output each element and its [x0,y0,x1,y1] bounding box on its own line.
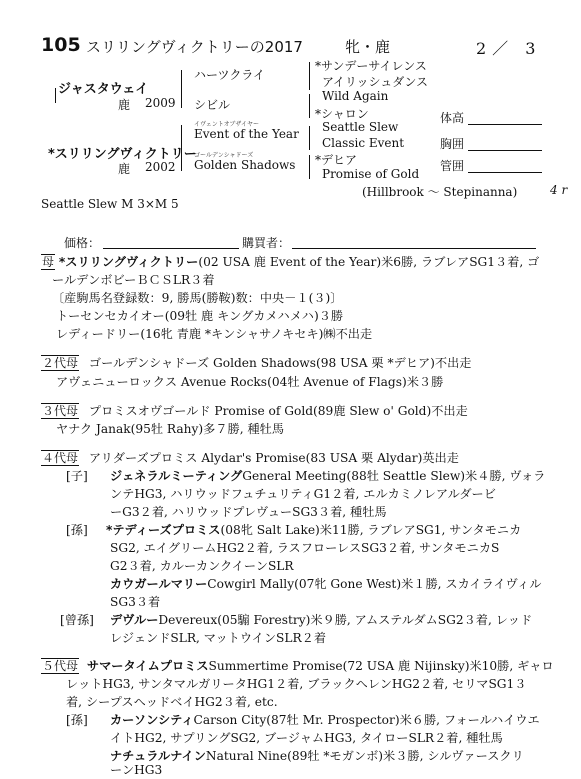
lot-number: 105 [41,34,81,56]
gen5-grand1-name: カーソンシティ [110,713,194,727]
cannon-label: 管囲 [440,159,465,173]
buyer-field[interactable] [292,248,536,249]
gen4-child-name: ジェネラルミーティング [110,469,243,483]
chest-label: 胸囲 [440,137,465,151]
sire-sire-dam: アイリッシュダンス [322,75,428,89]
gen4-great-name: デヴルー [110,613,159,627]
gen3-label: ３代母 [42,404,79,418]
gen4-great-line1: Devereux(05騸 Forestry)米９勝, アムステルダムSG2３着, レッド [158,613,533,627]
gen2-line2: アヴェニューロックス Avenue Rocks(04牡 Avenue of Flags)米３勝 [56,375,444,389]
gen5-grand2-line1: Natural Nine(89牡 *モガンボ)米３勝, シルヴァースクリ [205,749,524,763]
dam-color: 鹿 [118,162,131,176]
dam-sire-dam: Classic Event [322,136,405,150]
gen4-great-line2: レジェンドSLR, マットウインSLR２着 [110,631,327,645]
gen5-grand2-line2: ーンHG3 [110,763,163,777]
gen4-grand1-line1: (08牝 Salt Lake)米11勝, ラブレアSG1, サンタモニカ [220,523,522,537]
height-field[interactable] [468,124,542,125]
sire-color: 鹿 [118,98,131,112]
gen4-grand2-line1: Cowgirl Mally(07牝 Gone West)米１勝, スカイライヴィル [207,577,542,591]
gen5-grand1-line1: Carson City(87牡 Mr. Prospector)米６勝, フォールハイウエ [193,713,540,727]
dam-produce-2: レディードリー(16牝 青鹿 *キンシャサノキセキ)㈱不出走 [56,327,373,341]
dam-sire-ruby: イヴェントオブザイヤー [194,121,259,128]
gen4-grand2-name: カウガールマリー [110,577,208,591]
gen5-name: サマータイムプロミス [86,659,209,673]
sire-name: ジャスタウェイ [58,82,149,97]
dam-label: 母 [42,255,55,269]
buyer-label: 購買者： [242,236,291,250]
gen4-child-line1: General Meeting(88牡 Seattle Slew)米４勝, ヴォラ [242,469,546,483]
gen4-great-tag: [曾孫] [60,613,94,627]
dam-name: *スリリングヴィクトリー [48,147,197,162]
price-label: 価格： [64,236,101,250]
gen3-line1: プロミスオヴゴールド Promise of Gold(89鹿 Slew o' Gold)不出走 [88,404,468,418]
sire-year: 2009 [145,96,176,110]
gen5-grand-tag: [孫] [66,713,88,727]
gen4-child-line2: ンテHG3, ハリウッドフュチュリティG1２着, エルカミノレアルダービ [110,487,496,501]
sex-color: 牝・鹿 [345,38,391,56]
dam-produce-summary: 〔産駒馬名登録数：9, 勝馬(勝鞍)数：中央－１(３)〕 [52,291,343,305]
gen4-child-tag: [子] [66,469,88,483]
horse-name: スリリングヴィクトリーの2017 [86,38,303,56]
gen5-grand1-line2: イトHG2, サプリングSG2, ブージャムHG3, タイローSLR２着, 種牡馬 [110,731,503,745]
dam-dam-ruby: ゴールデンシャドーズ [194,152,254,159]
family-line: (Hillbrook ～ Stepinanna) [362,185,518,199]
sire-dam-dam: *シャロン [315,107,369,121]
gen3-line2: ヤナク Janak(95牡 Rahy)多７勝, 種牡馬 [56,422,285,436]
sire-sire-sire: *サンデーサイレンス [315,59,427,73]
gen4-grand2-line2: SG3３着 [110,595,161,609]
inbreeding: Seattle Slew M 3×M 5 [41,197,179,211]
gen2-line1: ゴールデンシャドーズ Golden Shadows(98 USA 栗 *デヒア)不出走 [88,356,472,370]
page-number: 2／ 3 [476,39,542,58]
chest-field[interactable] [468,150,542,151]
dam-sire-sire: Seattle Slew [322,120,399,134]
price-field[interactable] [103,248,239,249]
dam-record-name: *スリリングヴィクトリー [58,255,199,269]
dam-dam-dam: Promise of Gold [322,167,420,181]
gen5-line2: レットHG3, サンタマルガリータHG1２着, ブラックヘレンHG2２着, セリマSG1３ [66,677,527,691]
dam-record-cont: ールデンボビーＢＣＳLR３着 [52,273,215,287]
dam-produce-1: トーセンセカイオー(09牡 鹿 キングカメハメハ)３勝 [56,309,344,323]
family-number: 4 r [550,183,568,197]
gen5-line3: 着, シープスヘッドベイHG2３着, etc. [66,695,278,709]
gen5-line1: Summertime Promise(72 USA 鹿 Nijinsky)米10勝, ギャロ [208,659,554,673]
dam-dam-sire: *デヒア [315,153,358,167]
gen4-child-line3: ーG3２着, ハリウッドプレヴューSG3３着, 種牡馬 [110,505,387,519]
gen4-grand-tag: [孫] [66,523,88,537]
gen5-label: ５代母 [42,659,79,673]
gen2-label: ２代母 [42,356,79,370]
dam-year: 2002 [145,160,176,174]
dam-sire: Event of the Year [194,127,299,141]
dam-record: (02 USA 鹿 Event of the Year)米6勝, ラブレアSG1３着, ゴ [198,255,540,269]
gen5-grand2-name: ナチュラルナイン [110,749,206,763]
cannon-field[interactable] [468,172,542,173]
dam-dam: Golden Shadows [194,158,296,172]
sire-sire: ハーツクライ [194,68,266,82]
gen4-grand1-line3: G2３着, カルーカンクイーンSLR [110,559,294,573]
gen4-grand1-name: *テディーズプロミス [106,523,221,537]
sire-dam: シビル [194,98,231,112]
gen4-line1: アリダーズプロミス Alydar's Promise(83 USA 栗 Alydar)英出走 [88,451,459,465]
height-label: 体高 [440,111,465,125]
gen4-label: ４代母 [42,451,79,465]
gen4-grand1-line2: SG2, エイグリームHG2２着, ラスフローレスSG3２着, サンタモニカS [110,541,500,555]
sire-dam-sire: Wild Again [322,89,389,103]
